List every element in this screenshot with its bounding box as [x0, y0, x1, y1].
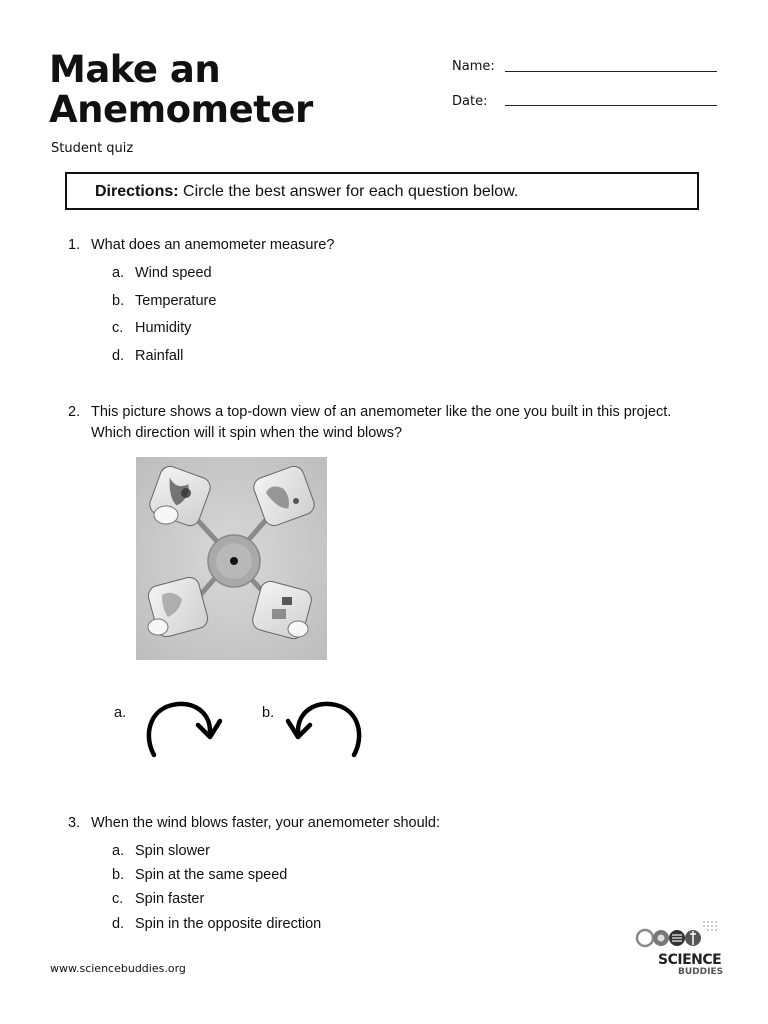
q2-option-b[interactable] — [284, 697, 368, 761]
q3-option-c[interactable]: Spin faster — [135, 891, 205, 907]
q1-option-c[interactable]: Humidity — [135, 320, 192, 336]
directions-text: Circle the best answer for each question below. — [178, 183, 519, 200]
q1-option-a-letter: a. — [112, 265, 125, 281]
question-1-text: What does an anemometer measure? — [91, 237, 335, 253]
q3-option-c-letter: c. — [112, 891, 124, 907]
logo-text-buddies: BUDDIES — [678, 967, 724, 977]
q1-option-c-letter: c. — [112, 320, 124, 336]
footer-url: www.sciencebuddies.org — [50, 962, 186, 975]
counterclockwise-arrow-icon — [284, 697, 368, 761]
q2-option-a-letter: a. — [114, 705, 127, 721]
logo-circles-icon — [632, 918, 726, 952]
page-title — [49, 50, 313, 130]
q3-option-d[interactable]: Spin in the opposite direction — [135, 916, 322, 932]
question-2-number: 2. — [68, 404, 81, 420]
q3-option-b-letter: b. — [112, 867, 125, 883]
q1-option-b-letter: b. — [112, 293, 125, 309]
q3-option-a-letter: a. — [112, 843, 125, 859]
name-field[interactable] — [505, 71, 717, 72]
question-3-number: 3. — [68, 815, 81, 831]
question-2-text-line-1: This picture shows a top-down view of an anemometer like the one you built in this project. — [91, 404, 672, 420]
question-2-text-line-2: Which direction will it spin when the wind blows? — [91, 425, 403, 441]
q2-option-b-letter: b. — [262, 705, 275, 721]
q1-option-d-letter: d. — [112, 348, 125, 364]
title-line-2: Anemometer — [49, 88, 313, 131]
date-field[interactable] — [505, 105, 717, 106]
page-subtitle: Student quiz — [51, 141, 134, 156]
clockwise-arrow-icon — [140, 697, 224, 761]
q2-option-a[interactable] — [140, 697, 224, 761]
date-label: Date: — [452, 94, 488, 109]
directions-box — [65, 172, 699, 210]
title-line-1: Make an — [49, 48, 221, 91]
q1-option-d[interactable]: Rainfall — [135, 348, 184, 364]
question-3-text: When the wind blows faster, your anemometer should: — [91, 815, 440, 831]
logo-text-science: SCIENCE — [658, 952, 722, 968]
directions-label: Directions: — [95, 183, 179, 200]
q3-option-b[interactable]: Spin at the same speed — [135, 867, 288, 883]
q1-option-b[interactable]: Temperature — [135, 293, 217, 309]
q3-option-d-letter: d. — [112, 916, 125, 932]
q1-option-a[interactable]: Wind speed — [135, 265, 212, 281]
q3-option-a[interactable]: Spin slower — [135, 843, 210, 859]
anemometer-photo — [136, 457, 327, 660]
name-label: Name: — [452, 59, 495, 74]
science-buddies-logo — [632, 918, 726, 980]
question-1-number: 1. — [68, 237, 81, 253]
